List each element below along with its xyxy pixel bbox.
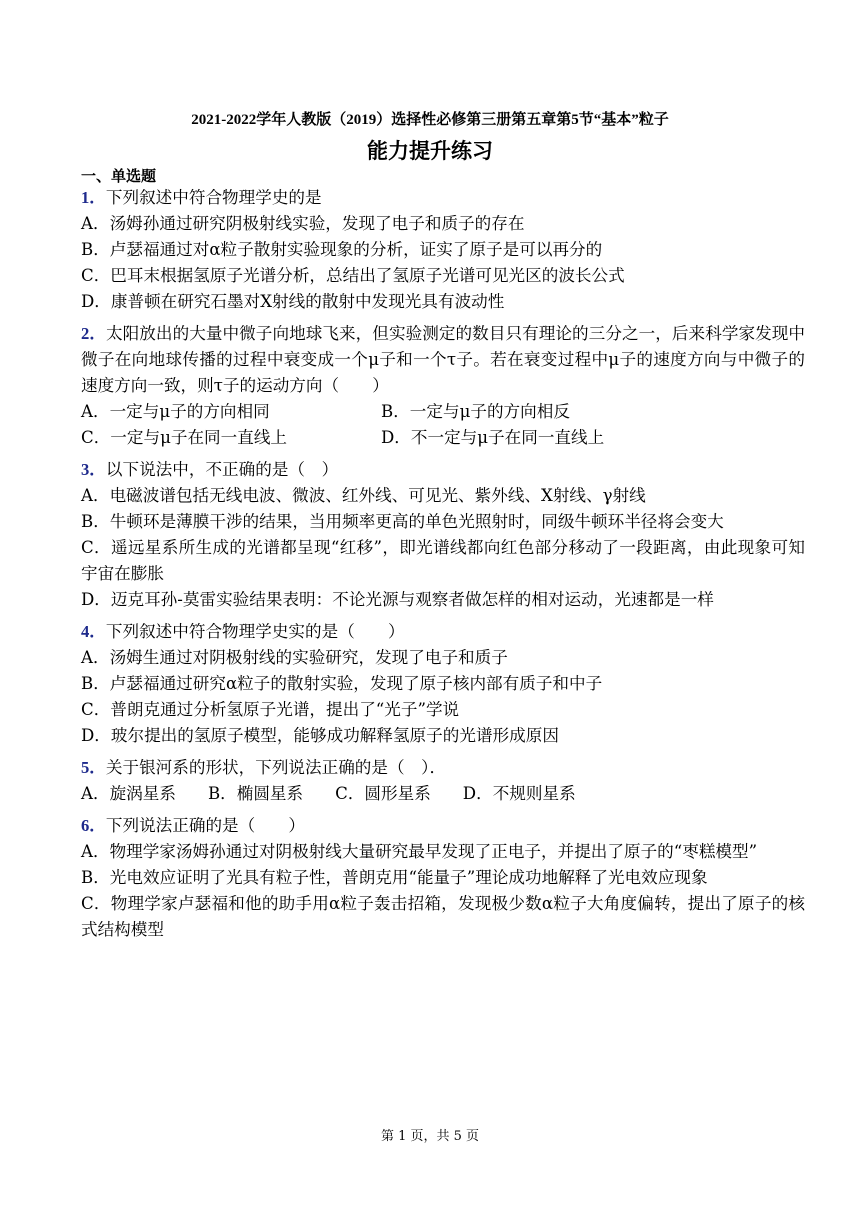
question-number: 6． [81,816,106,835]
option: C．一定与μ子在同一直线上 [81,428,288,447]
option: B．牛顿环是薄膜干涉的结果，当用频率更高的单色光照射时，同级牛顿环半径将会变大 [81,512,724,531]
option: D．不规则星系 [462,784,576,803]
option-row [81,425,805,451]
option: A．汤姆生通过对阴极射线的实验研究，发现了电子和质子 [81,648,508,667]
option: B．一定与μ子的方向相反 [381,402,570,421]
option: C．巴耳末根据氢原子光谱分析，总结出了氢原子光谱可见光区的波长公式 [81,266,625,285]
question-list [81,185,805,949]
question-2 [81,321,805,451]
option: D．玻尔提出的氢原子模型，能够成功解释氢原子的光谱形成原因 [81,726,559,745]
question-number: 5． [81,758,106,777]
document-title: 2021-2022学年人教版（2019）选择性必修第三册第五章第5节“基本”粒子 [191,112,669,128]
option: A．汤姆孙通过研究阴极射线实验，发现了电子和质子的存在 [81,214,525,233]
question-stem: 下列说法正确的是（ ） [105,816,306,835]
option: D．康普顿在研究石墨对X射线的散射中发现光具有波动性 [81,292,505,311]
option: D．迈克耳孙-莫雷实验结果表明：不论光源与观察者做怎样的相对运动，光速都是一样 [81,590,714,609]
option: C．遥远星系所生成的光谱都呈现“红移”，即光谱线都向红色部分移动了一段距离，由此现象可知宇宙在膨胀 [81,538,805,583]
page-footer: 第 1 页，共 5 页 [380,1129,480,1144]
option: B．卢瑟福通过对α粒子散射实验现象的分析，证实了原子是可以再分的 [81,240,603,259]
question-stem: 下列叙述中符合物理学史实的是（ ） [105,622,405,641]
option: A．一定与μ子的方向相同 [81,402,270,421]
option-row [81,781,805,807]
question-4 [81,619,805,749]
question-number: 2． [81,324,106,343]
question-stem: 关于银河系的形状，下列说法正确的是（ ）． [105,758,447,777]
document-subtitle: 能力提升练习 [367,139,493,163]
question-6 [81,813,805,943]
option: D．不一定与μ子在同一直线上 [381,428,605,447]
question-number: 1． [81,188,106,207]
question-number: 4． [81,622,106,641]
option: B．光电效应证明了光具有粒子性，普朗克用“能量子”理论成功地解释了光电效应现象 [81,868,708,887]
question-stem: 以下说法中，不正确的是（ ） [105,460,339,479]
option: B．卢瑟福通过研究α粒子的散射实验，发现了原子核内部有质子和中子 [81,674,603,693]
question-stem: 太阳放出的大量中微子向地球飞来，但实验测定的数目只有理论的三分之一，后来科学家发现中微子在向地球传播的过程中衰变成一个μ子和一个τ子。若在衰变过程中μ子的速度方向与中微子的速度方向一致，则τ子的运动方向（ ） [81,324,806,395]
question-1 [81,185,805,315]
option: A．物理学家汤姆孙通过对阴极射线大量研究最早发现了正电子，并提出了原子的“枣糕模型” [81,842,758,861]
question-3 [81,457,805,613]
question-number: 3． [81,460,106,479]
section-heading: 一、单选题 [81,167,157,185]
option: C．普朗克通过分析氢原子光谱，提出了“光子”学说 [81,700,460,719]
option: A．电磁波谱包括无线电波、微波、红外线、可见光、紫外线、X射线、γ射线 [81,486,646,505]
option: A．旋涡星系 [81,784,176,803]
question-5 [81,755,805,807]
option-row [81,399,805,425]
option: C．圆形星系 [335,784,431,803]
question-stem: 下列叙述中符合物理学史的是 [105,188,322,207]
option: B．椭圆星系 [207,784,304,803]
option: C．物理学家卢瑟福和他的助手用α粒子轰击招箱，发现极少数α粒子大角度偏转，提出了原子的核式结构模型 [81,894,805,939]
